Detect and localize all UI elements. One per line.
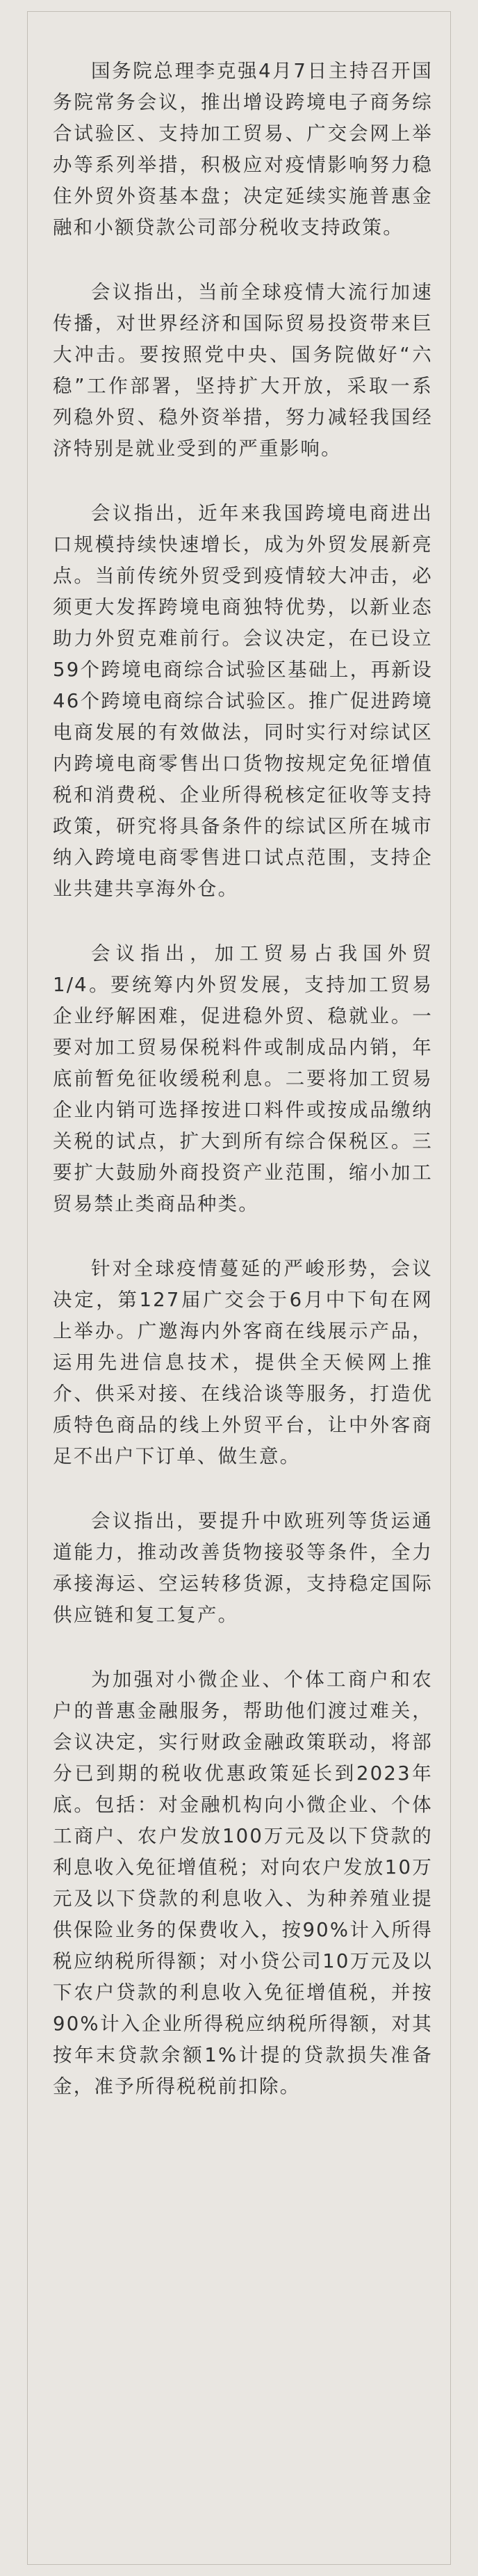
paragraph-4: 会议指出，加工贸易占我国外贸1/4。要统筹内外贸发展，支持加工贸易企业纾解困难，促进稳外贸、稳就业。一要对加工贸易保税料件或制成品内销，年底前暂免征收缓税利息。二要将加工贸易企业内销可选择按进口料件或按成品缴纳关税的试点，扩大到所有综合保税区。三要扩大鼓励外商投资产业范围，缩小加工贸易禁止类商品种类。 — [53, 942, 433, 1215]
paragraph-3: 会议指出，近年来我国跨境电商进出口规模持续快速增长，成为外贸发展新亮点。当前传统外贸受到疫情较大冲击，必须更大发挥跨境电商独特优势，以新业态助力外贸克难前行。会议决定，在已设立59个跨境电商综合试验区基础上，再新设46个跨境电商综合试验区。推广促进跨境电商发展的有效做法，同时实行对综试区内跨境电商零售出口货物按规定免征增值税和消费税、企业所得税核定征收等支持政策，研究将具备条件的综试区所在城市纳入跨境电商零售进口试点范围，支持企业共建共享海外仓。 — [53, 502, 433, 900]
paragraph-1: 国务院总理李克强4月7日主持召开国务院常务会议，推出增设跨境电子商务综合试验区、支持加工贸易、广交会网上举办等系列举措，积极应对疫情影响努力稳住外贸外资基本盘；决定延续实施普惠金融和小额贷款公司部分税收支持政策。 — [53, 60, 433, 239]
paragraph-6: 会议指出，要提升中欧班列等货运通道能力，推动改善货物接驳等条件，全力承接海运、空运转移货源，支持稳定国际供应链和复工复产。 — [53, 1510, 433, 1626]
article-body — [0, 28, 478, 2120]
paragraph-5: 针对全球疫情蔓延的严峻形势，会议决定，第127届广交会于6月中下旬在网上举办。广邀海内外客商在线展示产品，运用先进信息技术，提供全天候网上推介、供采对接、在线洽谈等服务，打造优质特色商品的线上外贸平台，让中外客商足不出户下订单、做生意。 — [53, 1257, 433, 1467]
paragraph-2: 会议指出，当前全球疫情大流行加速传播，对世界经济和国际贸易投资带来巨大冲击。要按照党中央、国务院做好“六稳”工作部署，坚持扩大开放，采取一系列稳外贸、稳外资举措，努力减轻我国经济特别是就业受到的严重影响。 — [53, 281, 433, 460]
paragraph-7: 为加强对小微企业、个体工商户和农户的普惠金融服务，帮助他们渡过难关，会议决定，实行财政金融政策联动，将部分已到期的税收优惠政策延长到2023年底。包括：对金融机构向小微企业、个体工商户、农户发放100万元及以下贷款的利息收入免征增值税；对向农户发放10万元及以下贷款的利息收入、为种养殖业提供保险业务的保费收入，按90%计入所得税应纳税所得额；对小贷公司10万元及以下农户贷款的利息收入免征增值税，并按90%计入企业所得税应纳税所得额，对其按年末贷款余额1%计提的贷款损失准备金，准予所得税税前扣除。 — [53, 1668, 433, 2098]
